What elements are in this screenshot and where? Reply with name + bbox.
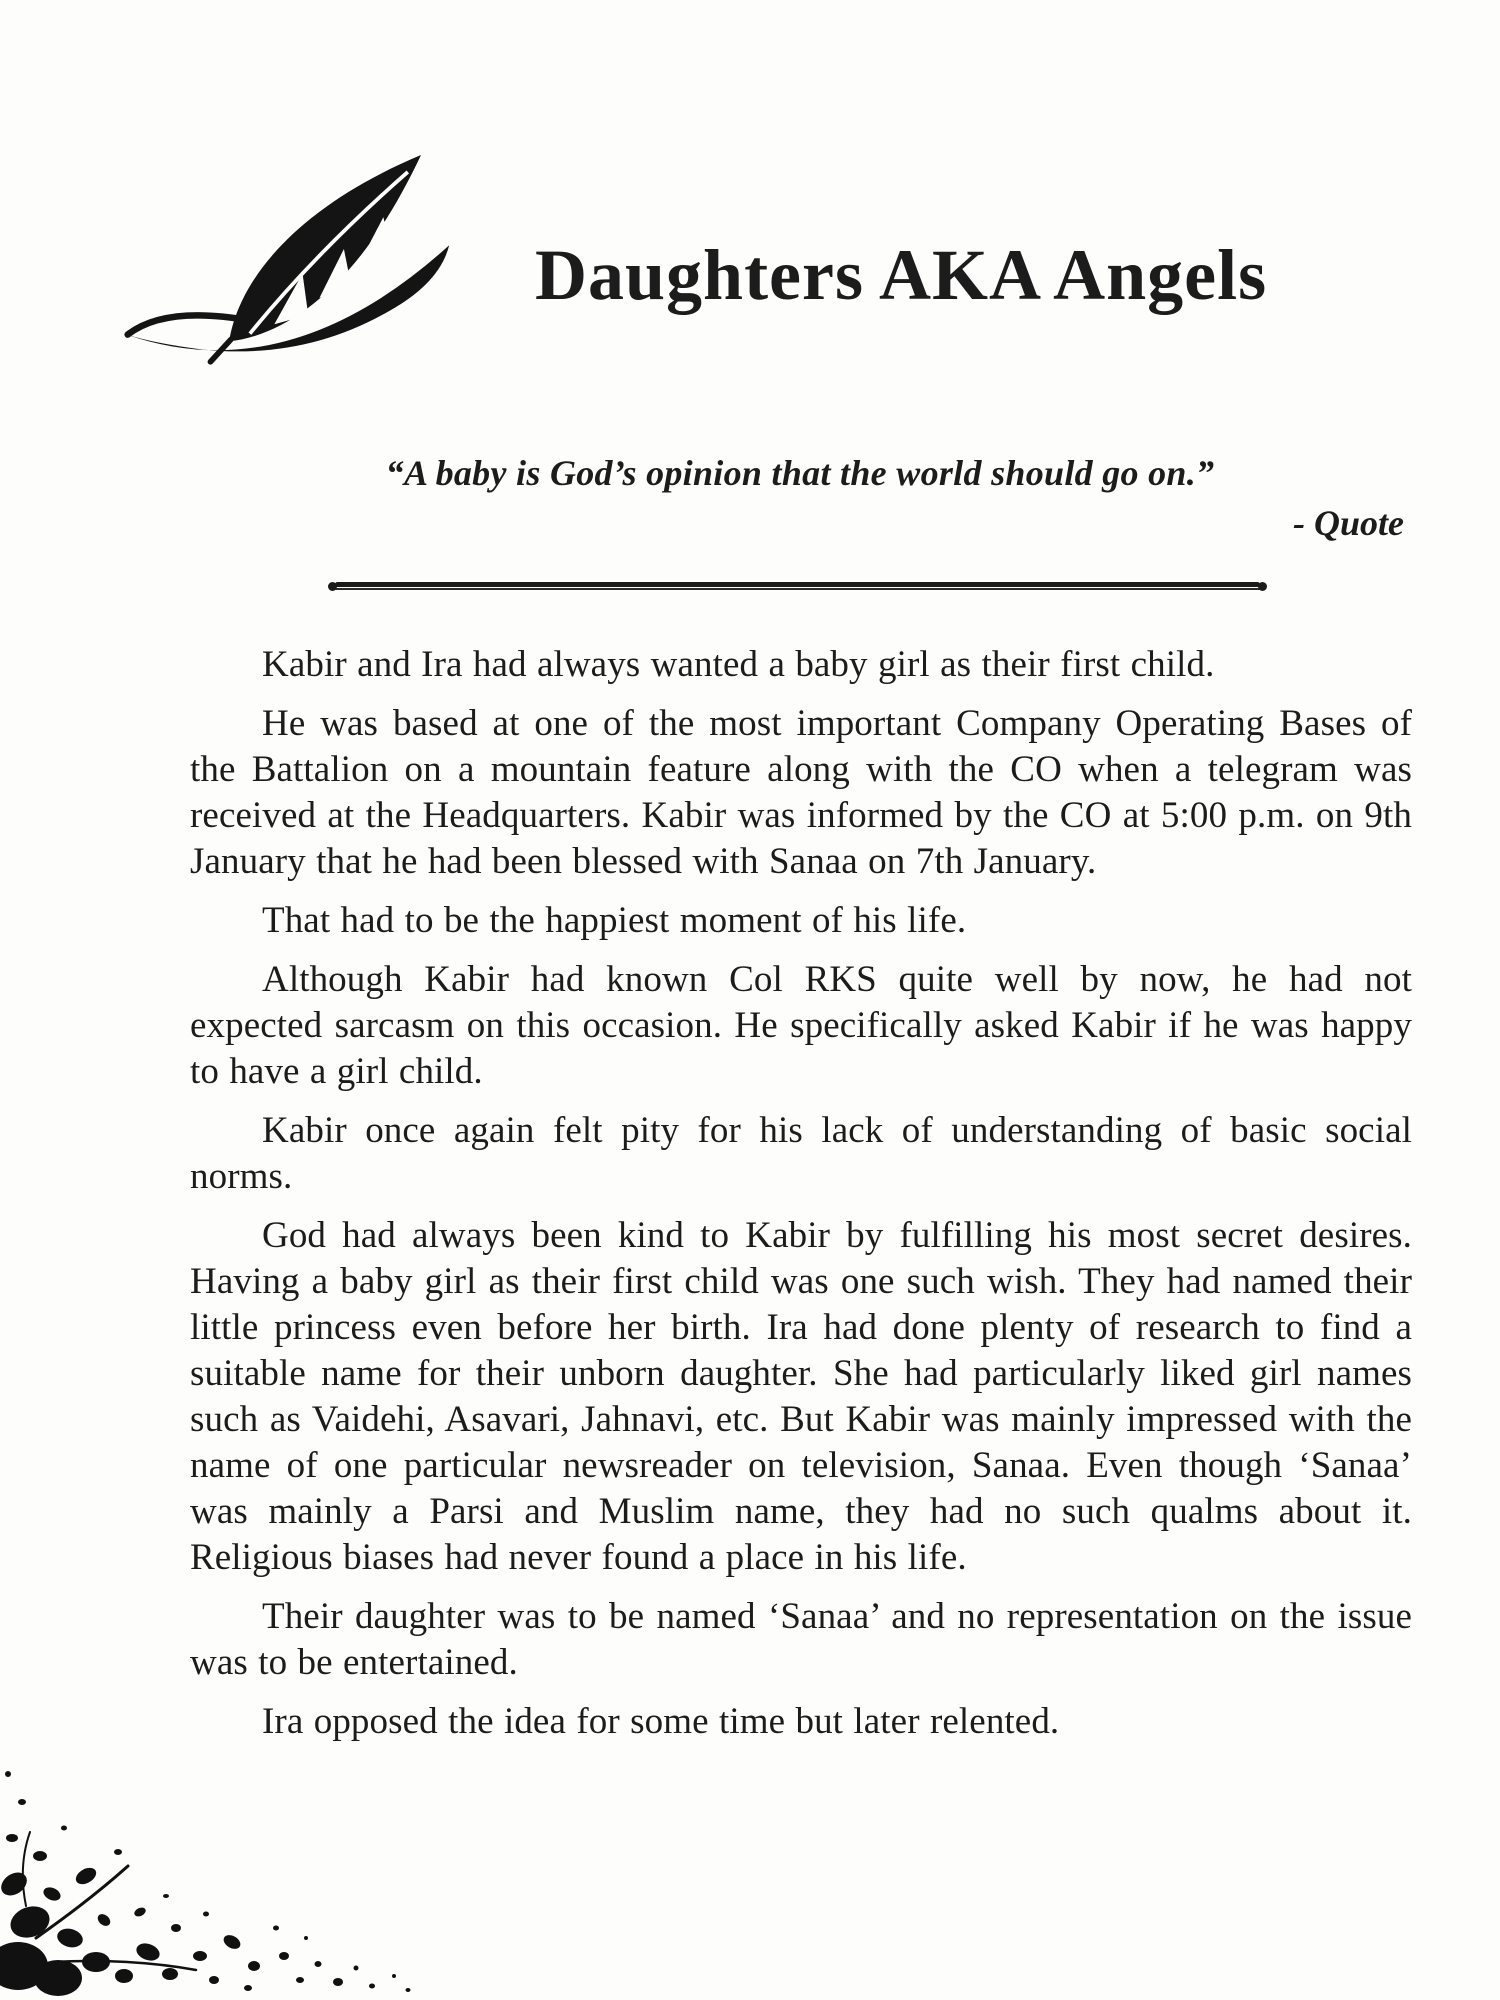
divider-thick-rule — [335, 582, 1260, 587]
paragraph: Their daughter was to be named ‘Sanaa’ and no representation on the issue was to be entertained. — [190, 1596, 1412, 1683]
page-title: Daughters AKA Angels — [535, 234, 1268, 315]
section-divider — [335, 582, 1260, 592]
paragraph: Ira opposed the idea for some time but later relented. — [262, 1701, 1060, 1742]
article-body — [190, 642, 1412, 1758]
epigraph-attribution: - Quote — [1293, 503, 1404, 543]
paragraph: God had always been kind to Kabir by fulfilling his most secret desires. Having a baby girl as their first child was one such wish. They had named their little princess even before her birth. Ira had done plenty of research to find a suitable name for their unborn daughter. She had particularly liked girl names such as Vaidehi, Asavari, Jahnavi, etc. But Kabir was mainly impressed with the name of one particular newsreader on television, Sanaa. Even though ‘Sanaa’ was mainly a Parsi and Muslim name, they had no such qualms about it. Religious biases had never found a place in his life. — [190, 1215, 1412, 1578]
paragraph: Although Kabir had known Col RKS quite well by now, he had not expected sarcasm on this occasion. He specifically asked Kabir if he was happy to have a girl child. — [190, 959, 1412, 1092]
quill-feather-icon — [100, 140, 475, 375]
paragraph: That had to be the happiest moment of his life. — [262, 900, 967, 941]
epigraph-quote: “A baby is God’s opinion that the world should go on.” — [385, 453, 1215, 493]
page-header — [100, 140, 1410, 375]
paragraph: Kabir and Ira had always wanted a baby girl as their first child. — [262, 644, 1215, 685]
paragraph: He was based at one of the most important Company Operating Bases of the Battalion on a mountain feature along with the CO when a telegram was received at the Headquarters. Kabir was informed by the CO at 5:00 p.m. on 9th January that he had been blessed with Sanaa on 7th January. — [190, 703, 1412, 882]
paragraph: Kabir once again felt pity for his lack of understanding of basic social norms. — [190, 1110, 1412, 1197]
divider-thin-rule — [335, 588, 1260, 590]
epigraph — [190, 452, 1410, 544]
